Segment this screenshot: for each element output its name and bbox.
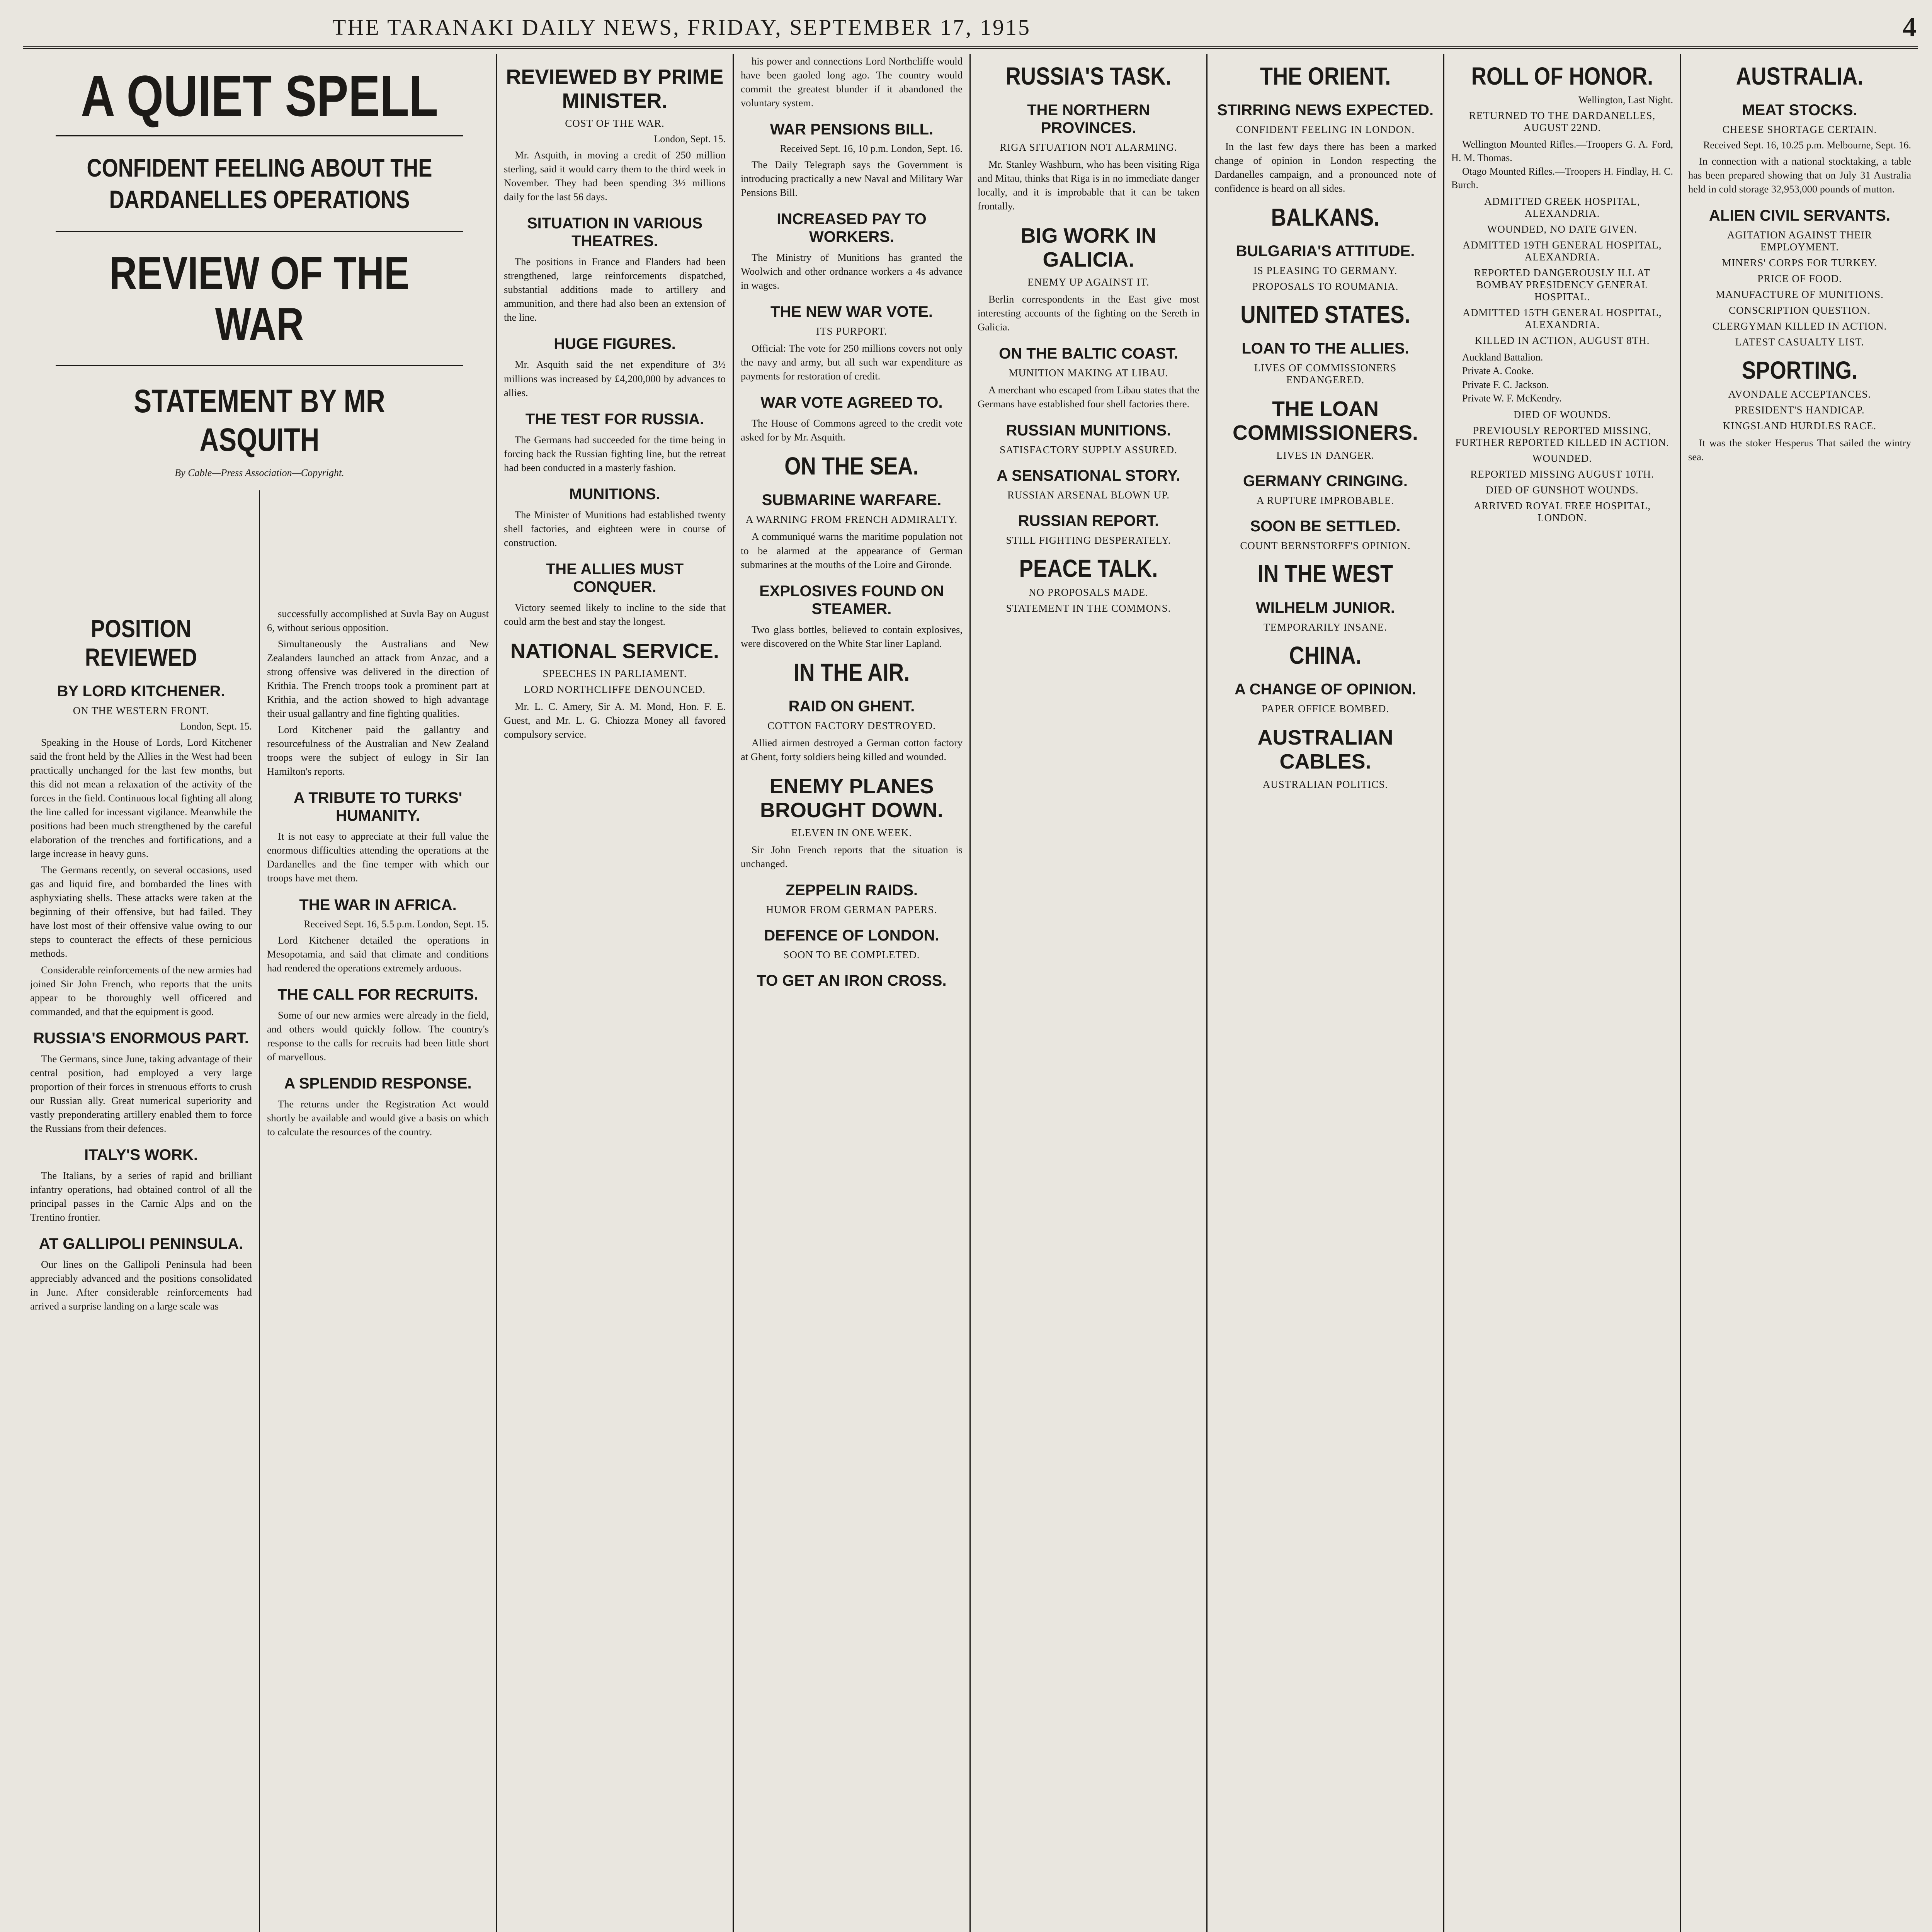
col6-sh7: A CHANGE OF OPINION. [1235, 681, 1416, 698]
col4-p8: Allied airmen destroyed a German cotton factory at Ghent, forty soldiers being killed and wounded. [741, 736, 963, 762]
col7-head: ROLL OF HONOR. [1471, 62, 1653, 90]
col6-sub3: IS PLEASING TO GERMANY. [1253, 265, 1398, 277]
col4-dl1: Received Sept. 16, 10 p.m. London, Sept. 16. [780, 143, 963, 155]
col8-sh11: KINGSLAND HURDLES RACE. [1723, 420, 1877, 432]
col6-sh1: BULGARIA'S ATTITUDE. [1236, 243, 1415, 260]
col3-p4: The Germans had succeeded for the time being in forcing back the Russian fighting line, but the retreat had been conducted in a masterly fashion. [504, 434, 726, 473]
col4-p7: Two glass bottles, believed to contain explosives, were discovered on the White Star liner Lapland. [741, 623, 963, 649]
col7-sub12: DIED OF GUNSHOT WOUNDS. [1486, 484, 1639, 496]
col7-l3: Auckland Battalion. [1462, 352, 1543, 363]
col8-sh8: LATEST CASUALTY LIST. [1735, 336, 1864, 348]
column-6 [1208, 54, 1444, 1932]
col7-l5: Private F. C. Jackson. [1462, 379, 1549, 390]
col6-bsh1: BALKANS. [1271, 203, 1380, 231]
col4-sh6: EXPLOSIVES FOUND ON STEAMER. [759, 582, 944, 617]
col6-sh2: LOAN TO THE ALLIES. [1242, 340, 1409, 357]
col3-head: REVIEWED BY PRIME MINISTER. [506, 65, 724, 113]
col7-sub4: ADMITTED 19TH GENERAL HOSPITAL, ALEXANDRIA. [1463, 239, 1662, 263]
col3-sub2: SPEECHES IN PARLIAMENT. [543, 667, 687, 679]
col1-sub2: ON THE WESTERN FRONT. [73, 705, 209, 716]
col4-p2: The Daily Telegraph says the Government is introducing practically a new Naval and Military War Pensions Bill. [741, 159, 963, 199]
col4-sh1: WAR PENSIONS BILL. [770, 121, 934, 138]
col3-p3: Mr. Asquith said the net expenditure of 3½ millions was increased by £4,200,000 by advances to allies. [504, 359, 726, 398]
col7-l4: Private A. Cooke. [1462, 365, 1534, 377]
col2-p3: Lord Kitchener paid the gallantry and resourcefulness of the Australian and New Zealand troops were the subject of eulogy in Sir Ian Hamilton's reports. [267, 724, 489, 777]
col3-p5: The Minister of Munitions had established twenty shell factories, and eighteen were in course of construction. [504, 509, 726, 548]
col8-sub1: CHEESE SHORTAGE CERTAIN. [1722, 124, 1877, 135]
col5-sub2: RIGA SITUATION NOT ALARMING. [1000, 141, 1177, 153]
col5-sh5: RUSSIAN REPORT. [1018, 512, 1159, 530]
col2-p4: It is not easy to appreciate at their full value the enormous difficulties attending the operations at the Dardanelles and the fine temper with which our troops have met them. [267, 830, 489, 884]
col4-sh5: SUBMARINE WARFARE. [762, 492, 942, 509]
col7-l2: Otago Mounted Rifles.—Troopers H. Findlay, H. C. Burch. [1451, 166, 1673, 191]
col8-sub2: AGITATION AGAINST THEIR EMPLOYMENT. [1727, 229, 1872, 253]
lead-deck-1: CONFIDENT FEELING ABOUT THE DARDANELLES OPERATIONS [87, 153, 432, 214]
column-5 [971, 54, 1208, 1932]
col6-sub7: A RUPTURE IMPROBABLE. [1256, 495, 1395, 507]
col6-sub6: LIVES IN DANGER. [1276, 449, 1374, 461]
column-4 [734, 54, 971, 1932]
col2-sh2: THE WAR IN AFRICA. [299, 896, 457, 913]
col7-l6: Private W. F. McKendry. [1462, 392, 1562, 404]
col6-sub9: TEMPORARILY INSANE. [1264, 621, 1387, 633]
col7-l1: Wellington Mounted Rifles.—Troopers G. A. Ford, H. M. Thomas. [1451, 139, 1673, 164]
lead-deck-2: REVIEW OF THE WAR [109, 247, 410, 350]
col4-sh4: WAR VOTE AGREED TO. [760, 394, 943, 412]
col5-sub7: STILL FIGHTING DESPERATELY. [1006, 534, 1171, 546]
col4-sub10: SOON TO BE COMPLETED. [783, 949, 920, 961]
col6-sub10: PAPER OFFICE BOMBED. [1261, 703, 1389, 715]
col3-p1: Mr. Asquith, in moving a credit of 250 million sterling, said it would carry them to the third week in November. They had been spending 3½ millions daily for the last 56 days. [504, 149, 726, 203]
col3-sub3: LORD NORTHCLIFFE DENOUNCED. [524, 683, 706, 695]
col7-dl: Wellington, Last Night. [1578, 94, 1673, 105]
col6-sub2: CONFIDENT FEELING IN LONDON. [1236, 124, 1415, 135]
col1-sh4: AT GALLIPOLI PENINSULA. [39, 1235, 243, 1252]
col8-sh5: MANUFACTURE OF MUNITIONS. [1716, 289, 1884, 301]
col5-sh4: A SENSATIONAL STORY. [997, 467, 1180, 485]
col8-sh1: MEAT STOCKS. [1742, 102, 1857, 119]
col4-sub9: HUMOR FROM GERMAN PAPERS. [766, 903, 937, 915]
divider [56, 135, 463, 136]
col1-p6: Our lines on the Gallipoli Peninsula had been appreciably advanced and the positions consolidated in June. After considerable reinforcements had arrived a surprise landing on a large scale was [30, 1258, 252, 1312]
col7-sub8: DIED OF WOUNDS. [1513, 408, 1611, 420]
col7-sub9: PREVIOUSLY REPORTED MISSING, FURTHER REPORTED KILLED IN ACTION. [1455, 424, 1669, 448]
col8-sh4: PRICE OF FOOD. [1757, 273, 1842, 285]
col6-sub4: PROPOSALS TO ROUMANIA. [1252, 281, 1399, 293]
col8-sh3: MINERS' CORPS FOR TURKEY. [1722, 257, 1878, 269]
col4-p6: A communiqué warns the maritime population not to be alarmed at the appearance of German submarines at the mouths of the Loire and Gironde. [741, 531, 963, 570]
divider [56, 365, 463, 366]
col5-sub8: NO PROPOSALS MADE. [1029, 587, 1148, 599]
col8-bsh: SPORTING. [1742, 356, 1858, 384]
columns [23, 54, 1918, 1932]
col1-p4: The Germans, since June, taking advantage of their central position, had employed a very large proportion of their forces in strenuous efforts to crush our Russian ally. Great numerical superiority and vastly preponderating artillery enabled them to force the Russians from their defences. [30, 1053, 252, 1134]
col6-sub8: COUNT BERNSTORFF'S OPINION. [1240, 540, 1411, 552]
col6-bsh2: UNITED STATES. [1240, 301, 1410, 329]
col5-sub5: SATISFACTORY SUPPLY ASSURED. [1000, 444, 1177, 456]
col6-sub11: AUSTRALIAN POLITICS. [1262, 778, 1388, 790]
col7-sub5: REPORTED DANGEROUSLY ILL AT BOMBAY PRESIDENCY GENERAL HOSPITAL. [1474, 267, 1651, 303]
col4-sh9: ZEPPELIN RAIDS. [785, 881, 918, 899]
col2-sh3: THE CALL FOR RECRUITS. [277, 986, 478, 1003]
col2-sh4: A SPLENDID RESPONSE. [284, 1075, 472, 1092]
col6-sh3: THE LOAN COMMISSIONERS. [1232, 397, 1418, 445]
col3-sh5: THE ALLIES MUST CONQUER. [546, 560, 684, 595]
col3-p6: Victory seemed likely to incline to the side that could arm the best and stay the longest. [504, 601, 726, 627]
masthead [23, 8, 1918, 49]
col5-bsh: PEACE TALK. [1019, 554, 1158, 583]
col3-sh4: MUNITIONS. [569, 485, 660, 503]
column-8 [1681, 54, 1918, 1932]
col3-p2: The positions in France and Flanders had been strengthened, large reinforcements dispatched, substantial additions made to artillery and ammunition, and there had also been an extension of the line. [504, 256, 726, 323]
col8-sh2: ALIEN CIVIL SERVANTS. [1709, 207, 1890, 224]
col1-p1: Speaking in the House of Lords, Lord Kitchener said the front held by the Allies in the West had been practically unchanged for the last few months, but this did not mean a relaxation of the activity of the forces in the field. Continuous local fighting all along the line called for incessant vigilance. Meanwhile the positions had been much strengthened by the careful elaboration of the trenches and fortifications, and a large increase in heavy guns. [30, 736, 252, 860]
col1-head: POSITION REVIEWED [85, 615, 197, 671]
col7-sub6: ADMITTED 15TH GENERAL HOSPITAL, ALEXANDRIA. [1463, 307, 1662, 331]
col6-sh5: SOON BE SETTLED. [1250, 518, 1401, 535]
col7-sub7: KILLED IN ACTION, AUGUST 8TH. [1475, 335, 1650, 347]
col1-p2: The Germans recently, on several occasions, used gas and liquid fire, and bombarded the lines with asphyxiating shells. These attacks were taken at the beginning of their offensive, but had failed. They have lost most of their offensive value owing to our steps to counteract the effects of these pernicious methods. [30, 864, 252, 959]
col5-sub: THE NORTHERN PROVINCES. [1027, 102, 1150, 136]
column-7 [1444, 54, 1681, 1932]
col7-sub10: WOUNDED. [1532, 452, 1592, 464]
lead-headline: A QUIET SPELL [81, 63, 438, 128]
col1-p3: Considerable reinforcements of the new armies had joined Sir John French, who reports that the units appear to be thoroughly well officered and commanded, and that the equipment is good. [30, 964, 252, 1017]
col4-p3: The Ministry of Munitions has granted the Woolwich and other ordnance workers a 4s advance in wages. [741, 252, 963, 291]
col2-p1: successfully accomplished at Suvla Bay on August 6, without serious opposition. [267, 608, 489, 634]
lead-credit: By Cable—Press Association—Copyright. [175, 467, 344, 479]
col5-sh3: RUSSIAN MUNITIONS. [1006, 422, 1171, 439]
col4-bsh: ON THE SEA. [784, 452, 919, 480]
col4-p9: Sir John French reports that the situation is unchanged. [741, 844, 963, 869]
col8-head: AUSTRALIA. [1736, 62, 1864, 90]
col4-sub5: A WARNING FROM FRENCH ADMIRALTY. [745, 514, 958, 526]
col8-p2: It was the stoker Hesperus That sailed the wintry sea. [1688, 437, 1911, 463]
col4-p1: his power and connections Lord Northcliffe would have been gaoled long ago. The country would commit the greatest blunder if it abandoned the voluntary system. [741, 55, 963, 109]
col2-p7: The returns under the Registration Act would shortly be available and would give a basis on which to calculate the resources of the country. [267, 1098, 489, 1138]
col4-sh3: THE NEW WAR VOTE. [770, 303, 933, 321]
col5-sh1: BIG WORK IN GALICIA. [1020, 224, 1156, 272]
col6-sub: STIRRING NEWS EXPECTED. [1217, 102, 1434, 119]
col6-sh6: WILHELM JUNIOR. [1256, 599, 1395, 617]
col6-sub5: LIVES OF COMMISSIONERS ENDANGERED. [1254, 362, 1397, 386]
col4-bsh2: IN THE AIR. [793, 658, 910, 686]
col5-sub4: MUNITION MAKING AT LIBAU. [1009, 367, 1168, 379]
col1-p5: The Italians, by a series of rapid and brilliant infantry operations, had obtained control of all the principal passes in the Carnic Alps and on the Trentino frontier. [30, 1169, 252, 1223]
col4-p5: The House of Commons agreed to the credit vote asked for by Mr. Asquith. [741, 417, 963, 443]
col8-sh10: PRESIDENT'S HANDICAP. [1735, 404, 1865, 416]
col2-dl: Received Sept. 16, 5.5 p.m. London, Sept. 15. [304, 918, 489, 930]
col1-sub: BY LORD KITCHENER. [57, 683, 225, 700]
col7-sub: RETURNED TO THE DARDANELLES, AUGUST 22ND. [1469, 110, 1656, 133]
col3-sub: COST OF THE WAR. [565, 117, 665, 129]
col6-bsh3: IN THE WEST [1257, 560, 1393, 588]
col8-sh6: CONSCRIPTION QUESTION. [1728, 304, 1871, 316]
col7-sub2: ADMITTED GREEK HOSPITAL, ALEXANDRIA. [1484, 196, 1640, 219]
col3-sh2: HUGE FIGURES. [554, 335, 676, 353]
col4-sub8: ELEVEN IN ONE WEEK. [791, 827, 912, 838]
col3-dl: London, Sept. 15. [654, 133, 726, 145]
col5-sh2: ON THE BALTIC COAST. [999, 345, 1178, 362]
col6-head: THE ORIENT. [1260, 62, 1391, 90]
col4-sh2: INCREASED PAY TO WORKERS. [777, 211, 927, 246]
col4-p4: Official: The vote for 250 millions covers not only the navy and army, but all such war expenditure as payments for restoration of credit. [741, 342, 963, 382]
col2-p2: Simultaneously the Australians and New Zealanders launched an attack from Anzac, and a strong offensive was delivered in the direction of Krithia. The French troops took a prominent part at Krithia, and the action showed to high advantage their usual gallantry and fine fighting qualities. [267, 638, 489, 719]
col2-p6: Some of our new armies were already in the field, and others would quickly follow. The country's response to the calls for recruits had been little short of marvellous. [267, 1009, 489, 1063]
col1-sh3: ITALY'S WORK. [84, 1146, 198, 1163]
masthead-title: THE TARANAKI DAILY NEWS, FRIDAY, SEPTEMBER 17, 1915 [332, 14, 1031, 40]
col4-sh8: ENEMY PLANES BROUGHT DOWN. [760, 774, 943, 822]
col3-p7: Mr. L. C. Amery, Sir A. M. Mond, Hon. F. E. Guest, and Mr. L. G. Chiozza Money all favored compulsory service. [504, 700, 726, 740]
col4-sub7: COTTON FACTORY DESTROYED. [767, 719, 936, 731]
col6-sh4: GERMANY CRINGING. [1243, 473, 1408, 490]
divider [56, 231, 463, 232]
col7-sub3: WOUNDED, NO DATE GIVEN. [1487, 223, 1638, 235]
col5-p2: Berlin correspondents in the East give most interesting accounts of the fighting on the Sereth in Galicia. [978, 293, 1199, 333]
lead-deck-3: STATEMENT BY MR ASQUITH [134, 383, 385, 458]
col4-sh7: RAID ON GHENT. [788, 697, 915, 715]
col5-sub6: RUSSIAN ARSENAL BLOWN UP. [1007, 489, 1170, 501]
col8-sh7: CLERGYMAN KILLED IN ACTION. [1712, 320, 1887, 332]
col5-p1: Mr. Stanley Washburn, who has been visiting Riga and Mitau, thinks that Riga is in no immediate danger locally, and it is improbable that it can be taken frontally. [978, 158, 1199, 212]
col2-p5: Lord Kitchener detailed the operations in Mesopotamia, and said that climate and conditions had rendered the operations extremely arduous. [267, 934, 489, 974]
col3-sh3: THE TEST FOR RUSSIA. [525, 410, 704, 428]
col8-dl: Received Sept. 16, 10.25 p.m. Melbourne, Sept. 16. [1703, 139, 1911, 151]
col1-dateline: London, Sept. 15. [180, 721, 252, 732]
page-number: 4 [1903, 11, 1918, 43]
col5-sub3: ENEMY UP AGAINST IT. [1027, 276, 1150, 288]
column-3 [497, 54, 734, 1932]
col6-p1: In the last few days there has been a marked change of opinion in London respecting the Dardanelles campaign, and a pronounced note of confidence is heard on all sides. [1214, 141, 1436, 194]
col6-sh8: AUSTRALIAN CABLES. [1257, 726, 1393, 774]
col1-sh2: RUSSIA'S ENORMOUS PART. [33, 1029, 249, 1047]
col8-sh9: AVONDALE ACCEPTANCES. [1728, 388, 1871, 400]
col3-sh6: NATIONAL SERVICE. [510, 639, 719, 663]
col5-sub9: STATEMENT IN THE COMMONS. [1006, 602, 1171, 614]
col7-sub11: REPORTED MISSING AUGUST 10TH. [1470, 468, 1654, 480]
col4-sub3: ITS PURPORT. [816, 325, 887, 337]
col5-head: RUSSIA'S TASK. [1005, 62, 1172, 90]
lead-headline-block [23, 54, 497, 490]
col7-sub13: ARRIVED ROYAL FREE HOSPITAL, LONDON. [1473, 500, 1651, 524]
col8-p1: In connection with a national stocktaking, a table has been prepared showing that on July 31 Australia held in cold storage 32,953,000 pounds of mutton. [1688, 155, 1911, 195]
col4-sh10: DEFENCE OF LONDON. [764, 927, 939, 944]
col5-p3: A merchant who escaped from Libau states that the Germans have established four shell factories there. [978, 384, 1199, 410]
col3-sh1: SITUATION IN VARIOUS THEATRES. [527, 215, 703, 250]
col6-bsh4: CHINA. [1289, 641, 1362, 670]
col2-sh1: A TRIBUTE TO TURKS' HUMANITY. [293, 789, 463, 825]
col4-sh11: TO GET AN IRON CROSS. [757, 972, 947, 989]
